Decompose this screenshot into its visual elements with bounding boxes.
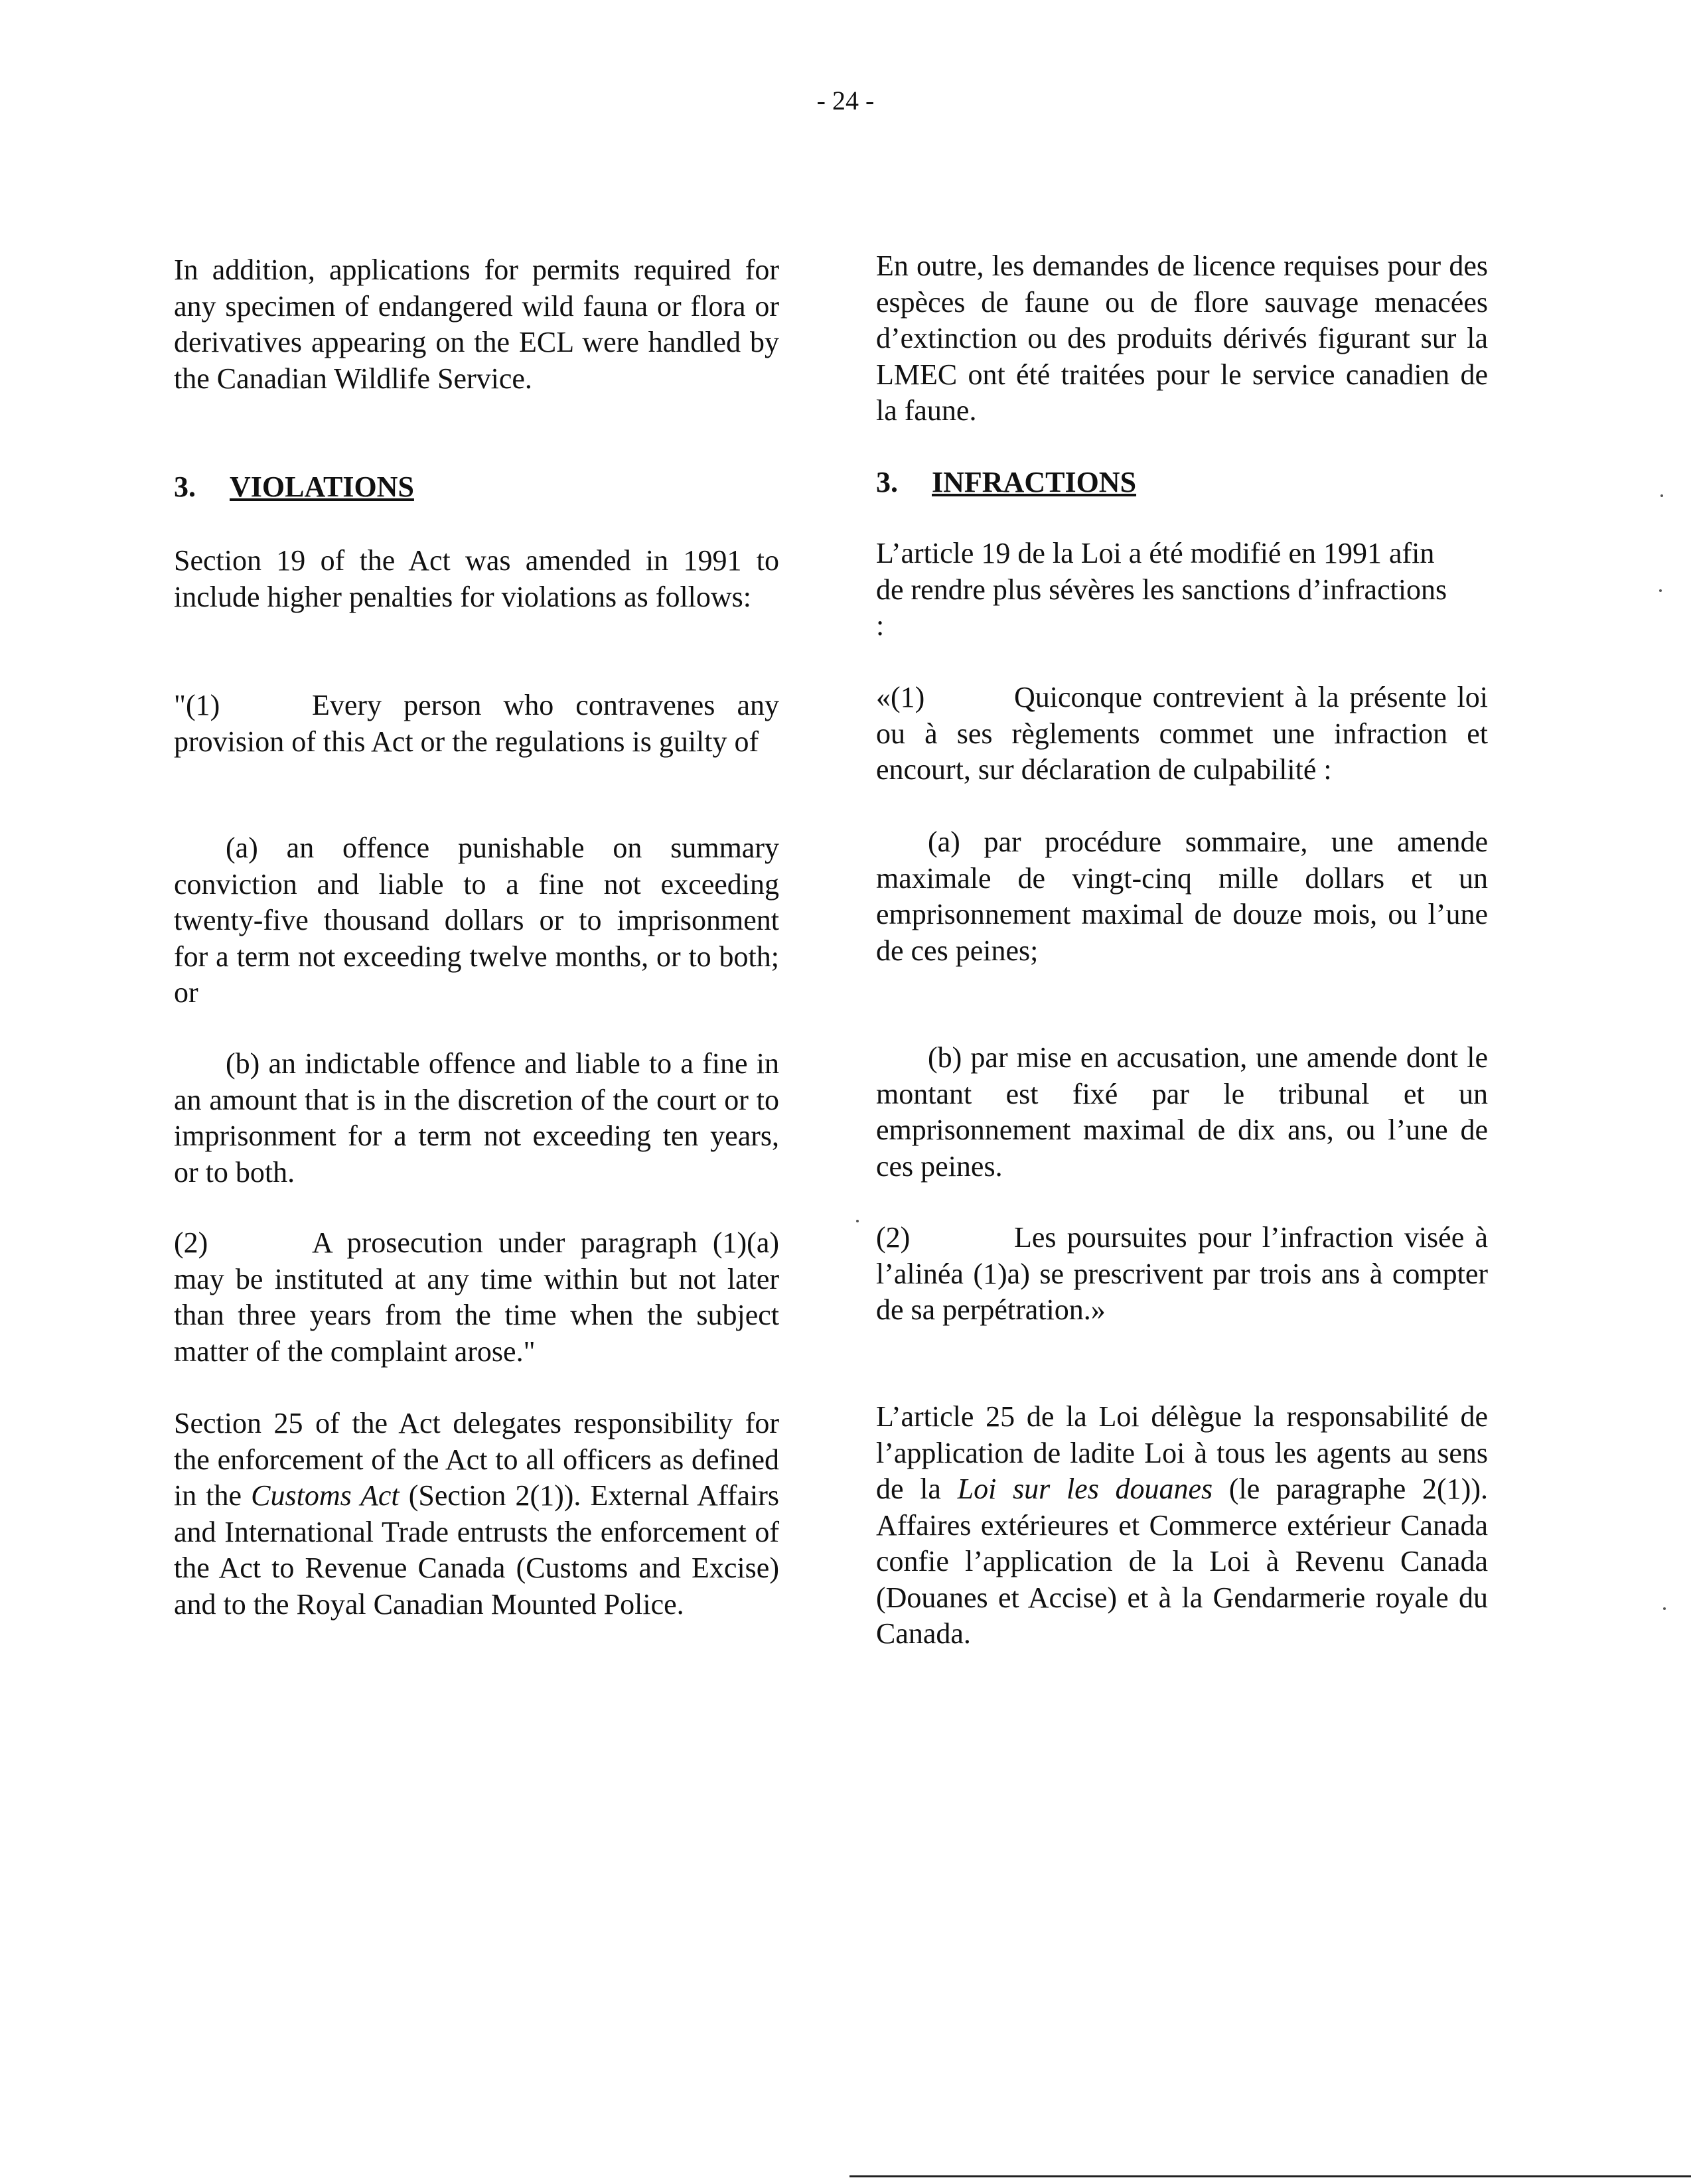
paragraph-a: (a) an offence punishable on summary conviction and liable to a fine not exceeding twenty-five thousand dollars or to imprisonment for a term not exceeding twelve months, or to both; or	[174, 832, 779, 1009]
subsection-text: A prosecution under paragraph (1)(a) may be instituted at any time within but not later than three years from the time when the subject matter of the complaint arose."	[174, 1226, 779, 1368]
heading-title: INFRACTIONS	[932, 466, 1137, 498]
scan-speck	[1660, 494, 1663, 497]
paragraph-b: (b) an indictable offence and liable to a fine in an amount that is in the discretion of the court or to imprisonment for a term not exceeding ten years, or to both.	[174, 1047, 779, 1189]
heading-number: 3.	[876, 466, 898, 498]
intro-paragraph: En outre, les demandes de licence requises pour des espèces de faune ou de flore sauvage menacées d’extinction ou des produits dérivés figurant sur la LMEC ont été traitées pour le service canadien de la faune.	[876, 250, 1488, 427]
scan-speck	[1663, 1607, 1666, 1610]
heading-title: VIOLATIONS	[230, 471, 414, 503]
intro-paragraph: In addition, applications for permits required for any specimen of endangered wild fauna or flora or derivatives appearing on the ECL were handled by the Canadian Wildlife Service.	[174, 254, 779, 395]
subsection-text: Every person who contravenes any provision of this Act or the regulations is guilty of	[174, 689, 779, 758]
article-25-text: L’article 25 de la Loi délègue la responsabilité de l’application de ladite Loi à tous les agents au sens de la	[876, 1400, 1488, 1505]
scan-speck	[1659, 589, 1662, 592]
subsection-1	[876, 680, 1488, 788]
subsection-2	[174, 1225, 779, 1370]
paragraph-a: (a) par procédure sommaire, une amende maximale de vingt-cinq mille dollars et un emprisonnement maximal de douze mois, ou l’une de ces peines;	[876, 826, 1488, 967]
act-title: Customs Act	[251, 1479, 400, 1512]
subsection-text: Quiconque contrevient à la présente loi ou à ses règlements commet une infraction et encourt, sur déclaration de culpabilité :	[876, 681, 1488, 786]
subsection-text: Les poursuites pour l’infraction visée à l’alinéa (1)a) se prescrivent par trois ans à compter de sa perpétration.»	[876, 1221, 1488, 1326]
bottom-rule	[849, 2175, 1691, 2177]
page-number: - 24 -	[816, 86, 875, 115]
subsection-marker: (2)	[174, 1226, 208, 1259]
article-19-paragraph: L’article 19 de la Loi a été modifié en 1991 afin de rendre plus sévères les sanctions d’infractions :	[876, 537, 1447, 642]
section-25-text: (Section 2(1)). External Affairs and International Trade entrusts the enforcement of the Act to Revenue Canada (Customs and Excise) and to the Royal Canadian Mounted Police.	[174, 1479, 779, 1621]
subsection-1	[174, 688, 779, 760]
scan-speck	[856, 1220, 859, 1222]
subsection-2	[876, 1220, 1488, 1329]
subsection-marker: «(1)	[876, 681, 925, 713]
subsection-marker: "(1)	[174, 689, 220, 721]
section-heading	[174, 469, 779, 506]
subsection-marker: (2)	[876, 1221, 911, 1254]
section-25-text: Section 25 of the Act delegates responsibility for the enforcement of the Act to all officers as defined in the	[174, 1407, 779, 1512]
section-heading	[876, 465, 1488, 501]
heading-number: 3.	[174, 471, 196, 503]
article-25-paragraph	[876, 1399, 1488, 1652]
paragraph-b: (b) par mise en accusation, une amende dont le montant est fixé par le tribunal et un emprisonnement maximal de dix ans, ou l’une de ces peines.	[876, 1041, 1488, 1183]
section-25-paragraph	[174, 1406, 779, 1623]
section-19-paragraph: Section 19 of the Act was amended in 1991 to include higher penalties for violations as follows:	[174, 544, 779, 613]
act-title: Loi sur les douanes	[957, 1473, 1213, 1505]
article-25-text: (le paragraphe 2(1)). Affaires extérieures et Commerce extérieur Canada confie l’application de la Loi à Revenu Canada (Douanes et Accise) et à la Gendarmerie royale du Canada.	[876, 1473, 1488, 1650]
